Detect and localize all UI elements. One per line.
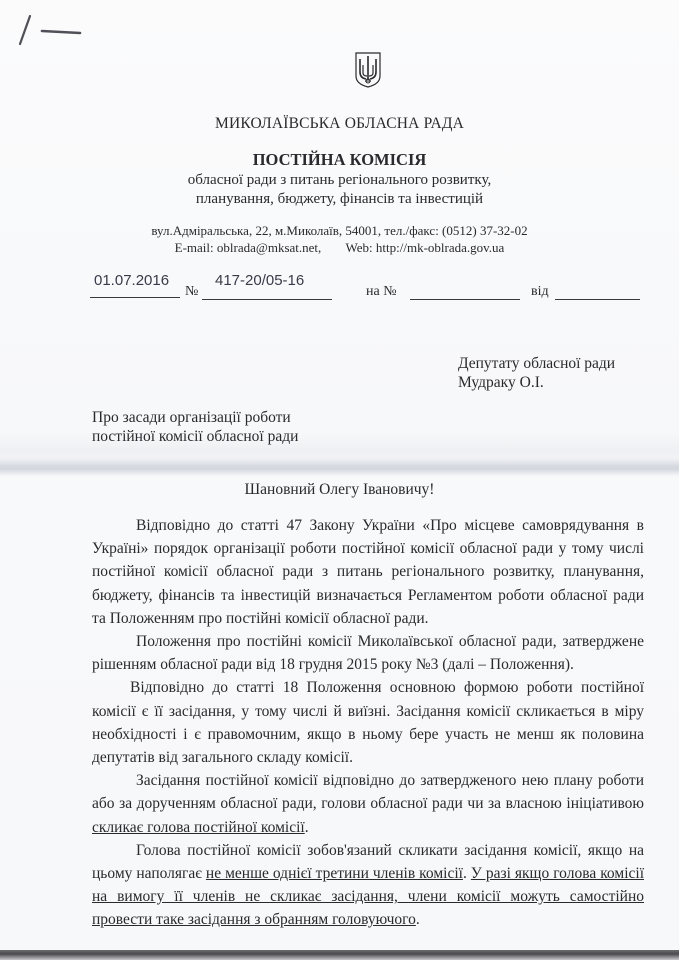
paragraph-4: Засідання постійної комісії відповідно до затвердженого нею плану роботи або за дорученням обласної ради, голови обласної ради чи за власною ініціативою скликає голова постійної комісії.: [92, 772, 644, 836]
recipient-title: Депутату обласної ради: [458, 355, 616, 372]
paragraph-1: Відповідно до статті 47 Закону України «Про місцеве самоврядування в Україні» порядок організації роботи постійної комісії обласної ради у тому числі постійної комісії обласної ради з питань регіонального розвитку, планування, бюджету, фінансів та інвестицій визначається Регламентом роботи обласної ради та Положенням про постійні комісії обласної ради.: [92, 517, 644, 627]
address-line: вул.Адміральська, 22, м.Миколаїв, 54001, тел./факс: (0512) 37-32-02: [151, 223, 528, 238]
number-sign: №: [185, 284, 199, 299]
underlined-text: скликає голова постійної комісії: [92, 818, 305, 836]
email-label: E-mail: oblrada@mksat.net,: [174, 240, 322, 255]
letter-date: 01.07.2016: [94, 272, 170, 289]
underlined-text: не менше однієї третини членів комісії: [205, 865, 463, 883]
paragraph-3: Відповідно до статті 18 Положення основною формою роботи постійної комісії є її засідання, у тому числі й виїзні. Засідання комісії скликається в міру необхідності і є правомочним, якщо в ньому бере участь не менш як половина депутатів від загального складу комісії.: [92, 679, 644, 767]
handwritten-mark-icon: [18, 12, 98, 52]
reply-to-label: на №: [366, 284, 397, 299]
commission-subtitle-line1: обласної ради з питань регіонального розвитку,: [187, 172, 492, 188]
ukraine-trident-emblem-icon: [355, 52, 381, 88]
commission-title: ПОСТІЙНА КОМІСІЯ: [252, 150, 427, 169]
recipient-block: [458, 354, 615, 392]
page-bottom-edge: [0, 950, 679, 960]
subject-line2: постійної комісії обласної ради: [92, 428, 299, 445]
paper-fold-shadow: [0, 458, 679, 476]
registration-line: [90, 270, 650, 310]
subject-block: [92, 408, 298, 446]
web-label: Web: http://mk-oblrada.gov.ua: [345, 240, 505, 255]
reply-from-label: від: [531, 284, 549, 299]
salutation: Шановний Олегу Івановичу!: [244, 481, 435, 498]
organization-name: МИКОЛАЇВСЬКА ОБЛАСНА РАДА: [214, 115, 465, 132]
letter-body: [92, 514, 644, 932]
contacts-line: [0, 240, 679, 256]
reply-number-underline: [410, 298, 520, 300]
underlined-text: У разі якщо голова комісії на вимогу її членів не скликає засідання, члени комісії можуть самостійно провести таке засідання з обранням головуючого: [92, 865, 644, 929]
commission-subtitle-line2: планування, бюджету, фінансів та інвестицій: [195, 191, 484, 207]
letter-number: 417-20/05-16: [215, 272, 305, 289]
subject-line1: Про засади організації роботи: [92, 409, 291, 426]
recipient-name: Мудраку О.І.: [458, 374, 544, 391]
reply-date-underline: [555, 298, 640, 300]
paragraph-5: Голова постійної комісії зобов'язаний скликати засідання комісії, якщо на цьому наполягає не менше однієї третини членів комісії. У разі якщо голова комісії на вимогу її членів не скликає засідання, члени комісії можуть самостійно провести таке засідання з обранням головуючого.: [92, 841, 644, 929]
paragraph-2: Положення про постійні комісії Миколаївської обласної ради, затверджене рішенням обласної ради від 18 грудня 2015 року №3 (далі – Положення).: [92, 633, 644, 674]
number-underline: [202, 298, 332, 300]
date-underline: [90, 296, 180, 298]
